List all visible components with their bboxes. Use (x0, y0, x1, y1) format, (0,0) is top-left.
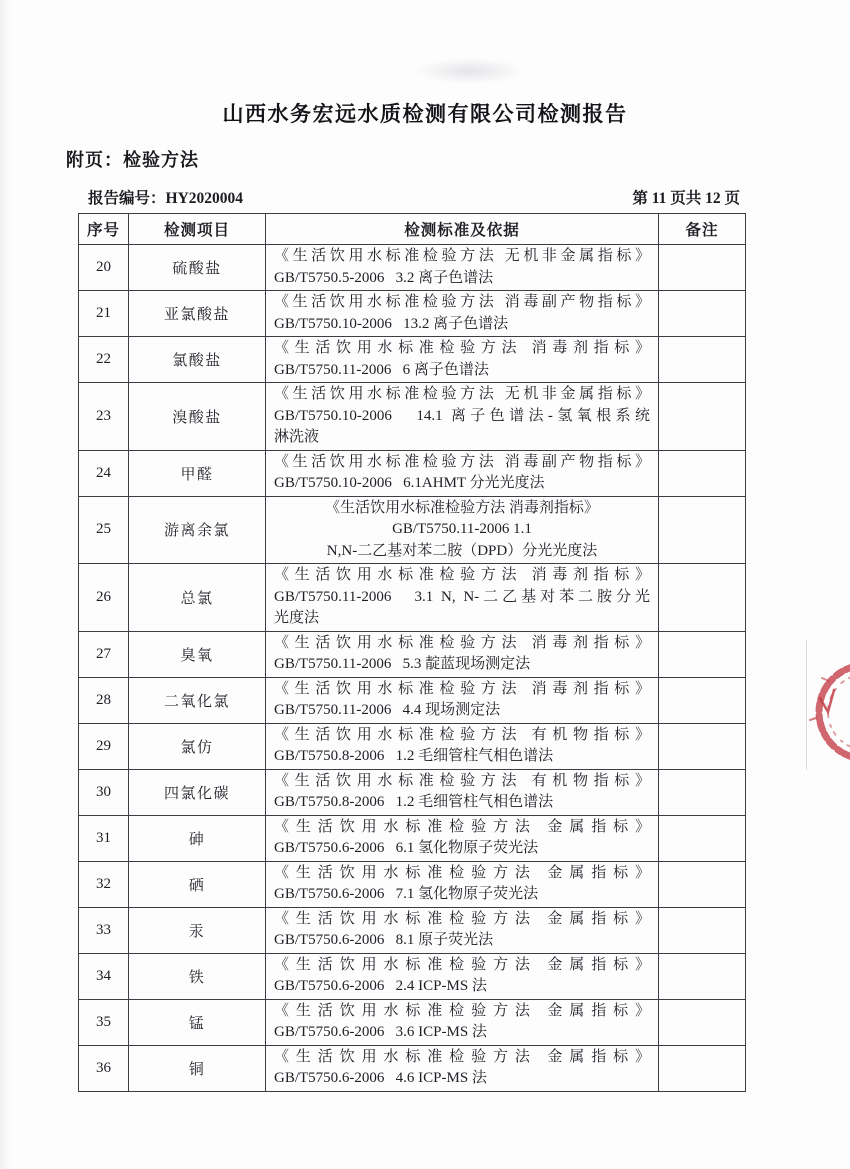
standard-line: 《生活饮用水标准检验方法 金属指标》 (274, 910, 650, 927)
cell-seq: 25 (79, 496, 129, 564)
header-remark: 备注 (659, 214, 746, 245)
table-row (79, 815, 746, 861)
standard-line: GB/T5750.11-2006 4.4 现场测定法 (274, 702, 501, 718)
cell-item: 硒 (129, 861, 266, 907)
cell-remark (659, 953, 746, 999)
cell-standard (266, 953, 659, 999)
cell-remark (659, 564, 746, 632)
table-row (79, 861, 746, 907)
cell-remark (659, 245, 746, 291)
table-row (79, 631, 746, 677)
standard-line: GB/T5750.6-2006 3.6 ICP-MS 法 (274, 1024, 487, 1040)
cell-remark (659, 383, 746, 451)
table-row (79, 496, 746, 564)
cell-item: 砷 (129, 815, 266, 861)
cell-item: 二氧化氯 (129, 677, 266, 723)
cell-remark (659, 450, 746, 496)
appendix-subtitle: 附页：检验方法 (66, 150, 199, 170)
standard-line: GB/T5750.11-2006 5.3 靛蓝现场测定法 (274, 656, 531, 672)
cell-seq: 20 (79, 245, 129, 291)
cell-remark (659, 861, 746, 907)
cell-seq: 30 (79, 769, 129, 815)
standard-line: GB/T5750.10-2006 14.1 离子色谱法-氢氧根系统 (274, 407, 650, 424)
cell-seq: 24 (79, 450, 129, 496)
standard-line: 《生活饮用水标准检验方法 无机非金属指标》 (274, 386, 650, 402)
standard-line: 淋洗液 (274, 429, 320, 445)
table-row (79, 999, 746, 1045)
cell-seq: 35 (79, 999, 129, 1045)
cell-item: 氯酸盐 (129, 337, 266, 383)
standard-line: GB/T5750.11-2006 1.1 (392, 521, 532, 537)
table-row (79, 769, 746, 815)
cell-remark (659, 999, 746, 1045)
table-row (79, 245, 746, 291)
page-title: 山西水务宏远水质检测有限公司检测报告 (222, 102, 628, 126)
cell-seq: 28 (79, 677, 129, 723)
table-row (79, 953, 746, 999)
standard-line: 《生活饮用水标准检验方法 消毒剂指标》 (274, 634, 650, 651)
cell-item: 臭氧 (129, 631, 266, 677)
cell-item: 硫酸盐 (129, 245, 266, 291)
cell-standard (266, 564, 659, 632)
cell-seq: 36 (79, 1045, 129, 1091)
scan-edge-shade (0, 0, 10, 1169)
cell-item: 铁 (129, 953, 266, 999)
cell-remark (659, 291, 746, 337)
methods-table (78, 213, 746, 1092)
report-number-value: HY2020004 (165, 190, 244, 207)
standard-line: 《生活饮用水标准检验方法 金属指标》 (274, 1048, 650, 1065)
standard-line: GB/T5750.11-2006 3.1 N, N-二乙基对苯二胺分光 (274, 588, 650, 605)
header-item: 检测项目 (129, 214, 266, 245)
table-row (79, 383, 746, 451)
cell-item: 四氯化碳 (129, 769, 266, 815)
cell-standard (266, 999, 659, 1045)
standard-line: GB/T5750.8-2006 1.2 毛细管柱气相色谱法 (274, 794, 554, 810)
standard-line: GB/T5750.8-2006 1.2 毛细管柱气相色谱法 (274, 748, 554, 764)
cell-item: 游离余氯 (129, 496, 266, 564)
standard-line: GB/T5750.6-2006 4.6 ICP-MS 法 (274, 1070, 487, 1086)
header-standard: 检测标准及依据 (266, 214, 659, 245)
cell-remark (659, 677, 746, 723)
cell-remark (659, 815, 746, 861)
cell-standard (266, 723, 659, 769)
table-header-row (79, 214, 746, 245)
cell-item: 总氯 (129, 564, 266, 632)
standard-line: 《生活饮用水标准检验方法 金属指标》 (274, 818, 650, 835)
table-row (79, 1045, 746, 1091)
red-seal-stamp (798, 660, 850, 770)
table-row (79, 677, 746, 723)
cell-seq: 26 (79, 564, 129, 632)
report-number-label: 报告编号： (88, 190, 166, 207)
standard-line: 《生活饮用水标准检验方法 有机物指标》 (274, 726, 650, 743)
header-seq: 序号 (79, 214, 129, 245)
standard-line: GB/T5750.6-2006 8.1 原子荧光法 (274, 932, 494, 948)
cell-seq: 31 (79, 815, 129, 861)
table-row (79, 337, 746, 383)
cell-standard (266, 383, 659, 451)
cell-standard (266, 291, 659, 337)
standard-line: 《生活饮用水标准检验方法 金属指标》 (274, 1002, 650, 1019)
standard-line: 《生活饮用水标准检验方法 消毒剂指标》 (274, 567, 650, 583)
table-row (79, 564, 746, 632)
cell-remark (659, 723, 746, 769)
cell-remark (659, 496, 746, 564)
cell-remark (659, 1045, 746, 1091)
cell-seq: 23 (79, 383, 129, 451)
standard-line: 《生活饮用水标准检验方法 消毒副产物指标》 (274, 453, 650, 470)
standard-line: GB/T5750.5-2006 3.2 离子色谱法 (274, 269, 494, 286)
cell-standard (266, 450, 659, 496)
methods-table-body (79, 245, 746, 1092)
scan-smudge (415, 58, 525, 84)
cell-standard (266, 245, 659, 291)
cell-remark (659, 631, 746, 677)
standard-line: 《生活饮用水标准检验方法 无机非金属指标》 (274, 248, 650, 264)
cell-remark (659, 907, 746, 953)
standard-line: 《生活饮用水标准检验方法 消毒副产物指标》 (274, 294, 650, 310)
standard-line: 《生活饮用水标准检验方法 消毒剂指标》 (274, 340, 650, 356)
cell-standard (266, 907, 659, 953)
cell-seq: 32 (79, 861, 129, 907)
standard-line: GB/T5750.6-2006 2.4 ICP-MS 法 (274, 978, 487, 994)
report-meta-row (88, 186, 740, 208)
standard-line: GB/T5750.11-2006 6 离子色谱法 (274, 361, 489, 378)
table-row (79, 450, 746, 496)
cell-standard (266, 631, 659, 677)
cell-standard (266, 861, 659, 907)
standard-line: GB/T5750.6-2006 6.1 氢化物原子荧光法 (274, 840, 539, 856)
cell-item: 铜 (129, 1045, 266, 1091)
table-row (79, 723, 746, 769)
cell-item: 甲醛 (129, 450, 266, 496)
cell-item: 氯仿 (129, 723, 266, 769)
cell-standard (266, 496, 659, 564)
cell-item: 汞 (129, 907, 266, 953)
cell-remark (659, 337, 746, 383)
standard-line: 《生活饮用水标准检验方法 金属指标》 (274, 864, 650, 881)
standard-line: GB/T5750.10-2006 6.1AHMT 分光光度法 (274, 475, 545, 491)
cell-item: 锰 (129, 999, 266, 1045)
cell-item: 亚氯酸盐 (129, 291, 266, 337)
cell-standard (266, 769, 659, 815)
standard-line: N,N-二乙基对苯二胺（DPD）分光光度法 (326, 542, 598, 559)
standard-line: 《生活饮用水标准检验方法 消毒剂指标》 (325, 499, 599, 516)
cell-standard (266, 337, 659, 383)
cell-seq: 21 (79, 291, 129, 337)
report-number (88, 186, 243, 208)
table-row (79, 291, 746, 337)
cell-seq: 34 (79, 953, 129, 999)
standard-line: 《生活饮用水标准检验方法 金属指标》 (274, 956, 650, 973)
cell-standard (266, 1045, 659, 1091)
cell-seq: 22 (79, 337, 129, 383)
page-indicator: 第 11 页共 12 页 (632, 190, 740, 207)
table-row (79, 907, 746, 953)
standard-line: 《生活饮用水标准检验方法 有机物指标》 (274, 772, 650, 789)
cell-standard (266, 815, 659, 861)
cell-remark (659, 769, 746, 815)
cell-seq: 29 (79, 723, 129, 769)
cell-item: 溴酸盐 (129, 383, 266, 451)
cell-seq: 33 (79, 907, 129, 953)
standard-line: 《生活饮用水标准检验方法 消毒剂指标》 (274, 680, 650, 697)
standard-line: GB/T5750.6-2006 7.1 氢化物原子荧光法 (274, 886, 539, 902)
cell-seq: 27 (79, 631, 129, 677)
standard-line: 光度法 (274, 610, 320, 626)
standard-line: GB/T5750.10-2006 13.2 离子色谱法 (274, 315, 509, 332)
cell-standard (266, 677, 659, 723)
